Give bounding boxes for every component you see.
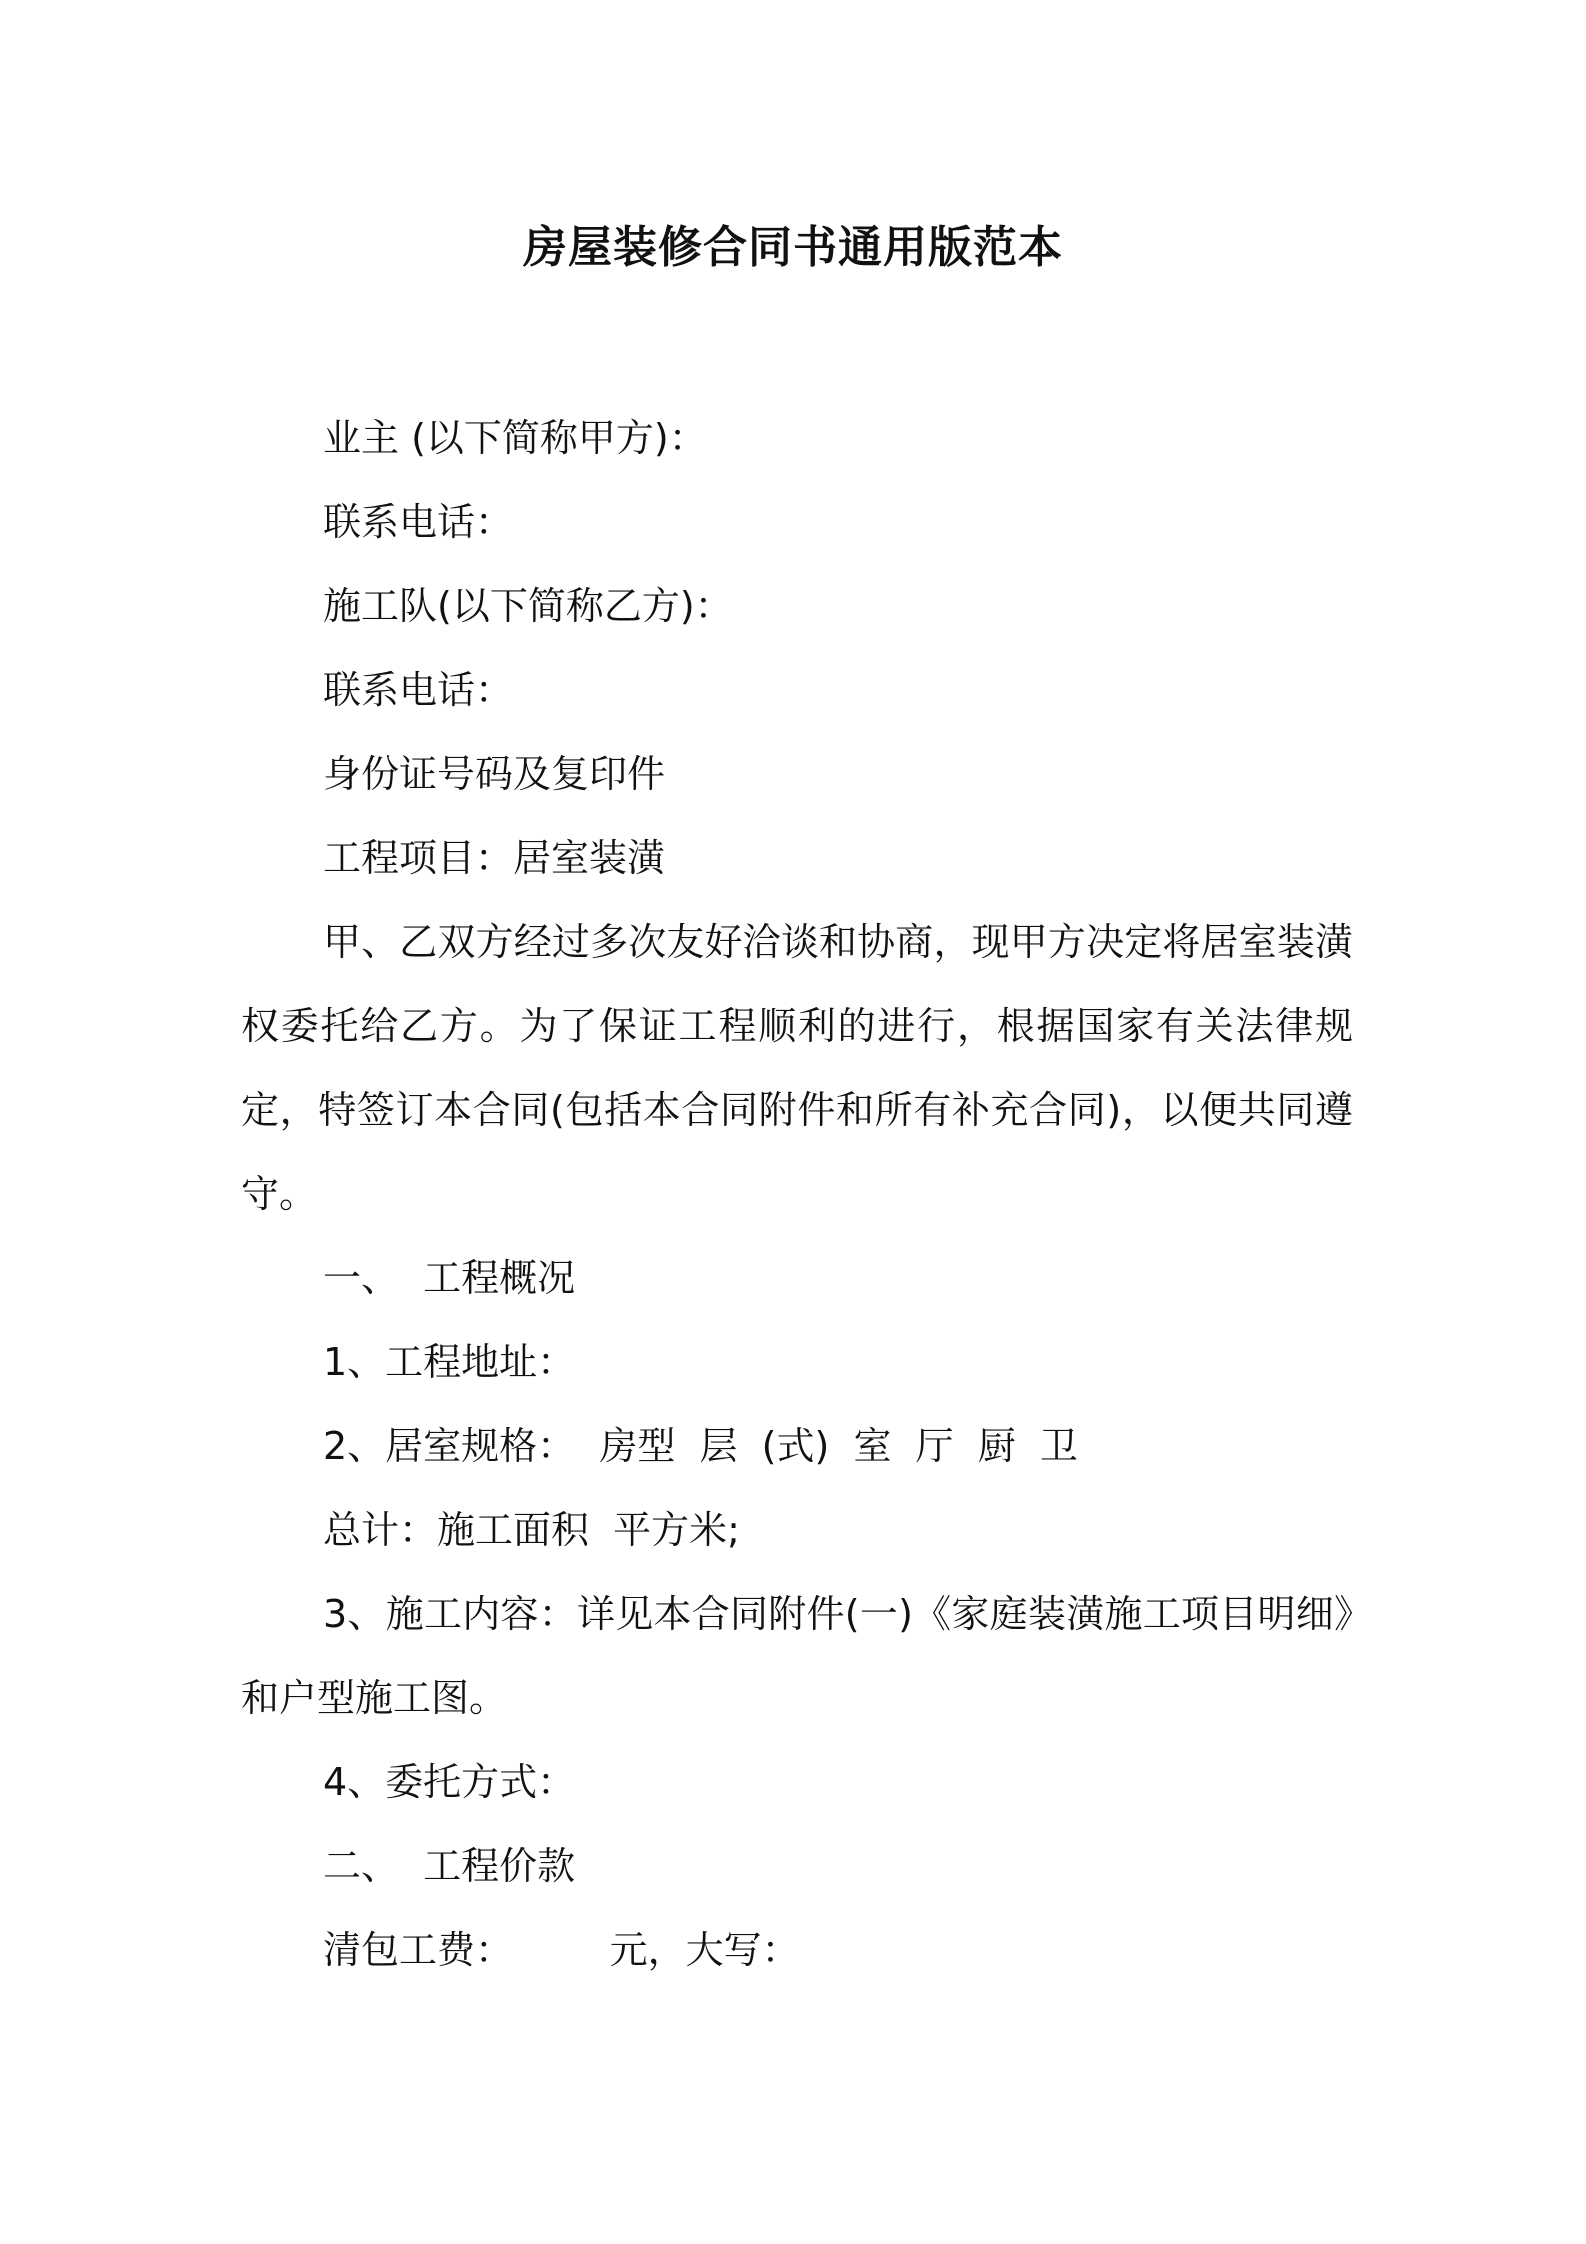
id-card-line: 身份证号码及复印件 xyxy=(323,752,666,796)
contractor-line: 施工队(以下简称乙方)： xyxy=(323,584,733,628)
room-spec-line: 2、居室规格： 房型 层 (式) 室 厅 厨 卫 xyxy=(323,1424,1078,1468)
contractor-phone-line: 联系电话： xyxy=(323,668,514,712)
project-line: 工程项目：居室装潢 xyxy=(323,836,666,880)
section-2-heading: 二、 工程价款 xyxy=(323,1844,576,1888)
commission-method-line: 4、委托方式： xyxy=(323,1760,576,1804)
project-address-line: 1、工程地址： xyxy=(323,1340,576,1384)
owner-phone-line: 联系电话： xyxy=(323,500,514,544)
document-title: 房屋装修合同书通用版范本 xyxy=(523,222,1063,273)
owner-line: 业主 (以下简称甲方)： xyxy=(323,416,707,460)
intro-paragraph: 甲、乙双方经过多次友好洽谈和协商，现甲方决定将居室装潢权委托给乙方。为了保证工程顺利的进行，根据国家有关法律规定，特签订本合同(包括本合同附件和所有补充合同)，以便共同遵守。 xyxy=(241,920,1353,1216)
section-1-heading: 一、 工程概况 xyxy=(323,1256,576,1300)
construction-content-paragraph: 3、施工内容：详见本合同附件(一)《家庭装潢施工项目明细》和户型施工图。 xyxy=(241,1592,1353,1720)
total-area-line: 总计：施工面积 平方米; xyxy=(323,1508,740,1552)
labor-fee-line: 清包工费： 元，大写： xyxy=(323,1928,800,1972)
